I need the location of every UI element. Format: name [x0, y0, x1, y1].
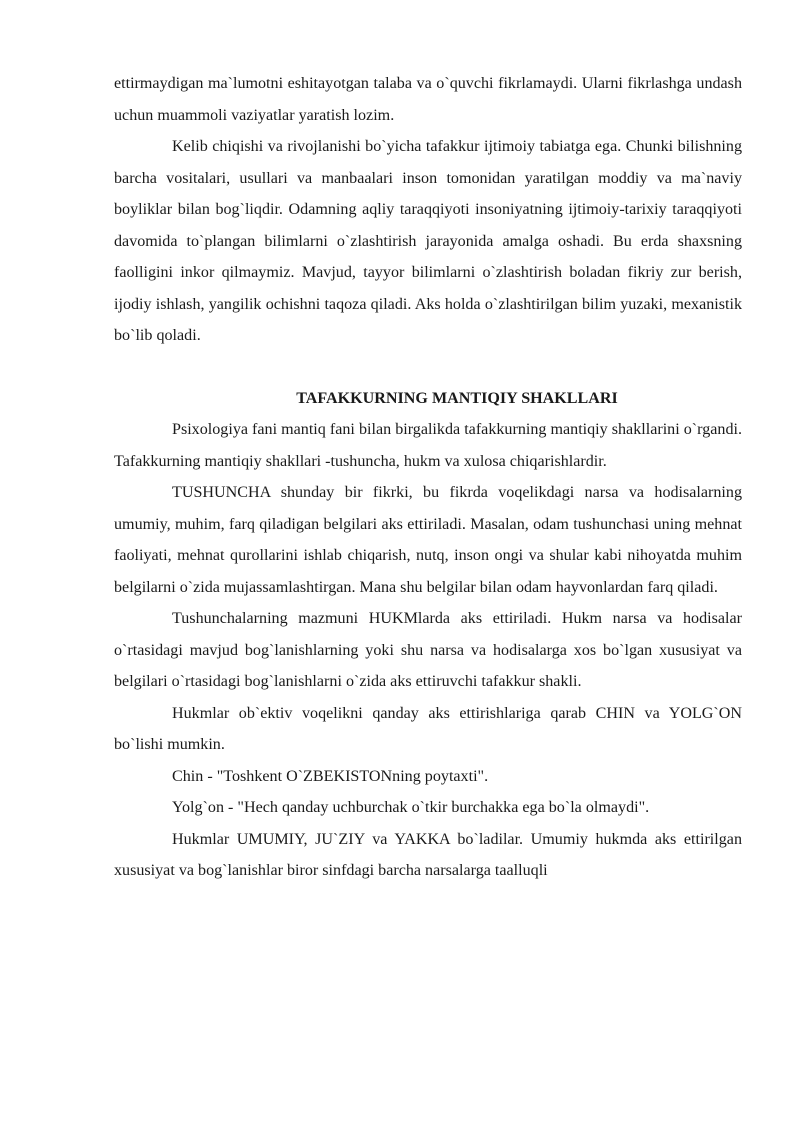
paragraph-concept: TUSHUNCHA shunday bir fikrki, bu fikrda voqelikdagi narsa va hodisalarning umumiy, muhim, farq qiladigan belgilari aks ettiriladi. Masalan, odam tushunchasi uning mehnat faoliyati, mehnat qurollarini ishlab chiqarish, nutq, inson ongi va shular kabi nihoyatda muhim belgilarni o`zida mujassamlashtirgan. Mana shu belgilar bilan odam hayvonlardan farq qiladi.	[114, 484, 742, 596]
example-false: Yolg`on - "Hech qanday uchburchak o`tkir burchakka ega bo`la olmaydi".	[172, 799, 650, 816]
paragraph-judgment-types: Hukmlar UMUMIY, JU`ZIY va YAKKA bo`ladilar. Umumiy hukmda aks ettirilgan xususiyat va bog`lanishlar biror sinfdagi barcha narsalarga taalluqli	[114, 830, 742, 879]
paragraph-continuation: ettirmaydigan ma`lumotni eshitayotgan talaba va o`quvchi fikrlamaydi. Ularni fikrlashga undash uchun muammoli vaziyatlar yaratish lozim.	[114, 75, 742, 124]
paragraph-true-false: Hukmlar ob`ektiv voqelikni qanday aks ettirishlariga qarab CHIN va YOLG`ON bo`lishi mumkin.	[114, 704, 742, 753]
paragraph-logical-forms: Psixologiya fani mantiq fani bilan birgalikda tafakkurning mantiqiy shakllarini o`rgandi. Tafakkurning mantiqiy shakllari -tushuncha, hukm va xulosa chiqarishlardir.	[114, 421, 742, 470]
document-page	[114, 68, 742, 887]
example-true: Chin - "Toshkent O`ZBEKISTONning poytaxti".	[172, 767, 489, 785]
paragraph-judgment: Tushunchalarning mazmuni HUKMlarda aks ettiriladi. Hukm narsa va hodisalar o`rtasidagi mavjud bog`lanishlarning yoki shu narsa va hodisalarga xos bo`lgan xususiyat va belgilari o`rtasidagi bog`lanishlarni o`zida aks ettiruvchi tafakkur shakli.	[114, 610, 742, 690]
paragraph-thinking-social-nature: Kelib chiqishi va rivojlanishi bo`yicha tafakkur ijtimoiy tabiatga ega. Chunki bilishning barcha vositalari, usullari va manbaalari inson tomonidan yaratilgan moddiy va ma`naviy boyliklar bilan bog`liqdir. Odamning aqliy taraqqiyoti insoniyatning ijtimoiy-tarixiy taraqqiyoti davomida to`plangan bilimlarni o`zlashtirish jarayonida amalga oshadi. Bu erda shaxsning faolligini inkor qilmaymiz. Mavjud, tayyor bilimlarni o`zlashtirish boladan fikriy zur berish, ijodiy ishlash, yangilik ochishni taqoza qiladi. Aks holda o`zlashtirilgan bilim yuzaki, mexanistik bo`lib qoladi.	[114, 138, 742, 344]
section-heading: TAFAKKURNING MANTIQIY SHAKLLARI	[296, 389, 618, 407]
